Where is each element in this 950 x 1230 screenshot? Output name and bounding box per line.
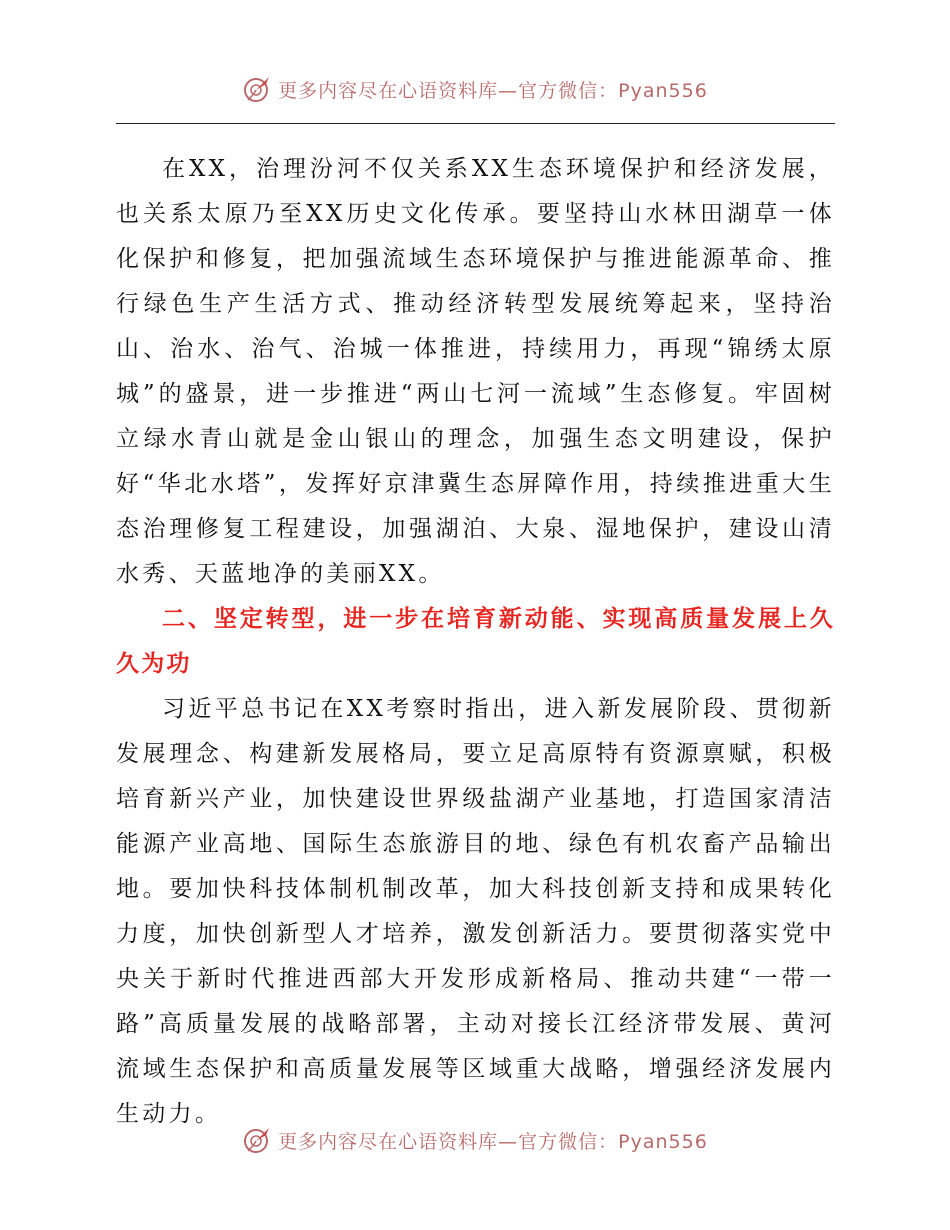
header-watermark: [0, 74, 950, 104]
footer-watermark: [0, 1125, 950, 1155]
watermark-text: 更多内容尽在心语资料库—官方微信：Pyan556: [278, 1130, 708, 1153]
section-heading: 二、坚定转型，进一步在培育新动能、实现高质量发展上久久为功: [116, 606, 835, 677]
watermark-text: 更多内容尽在心语资料库—官方微信：Pyan556: [278, 79, 708, 102]
document-body: [116, 147, 835, 1137]
body-paragraph: 习近平总书记在XX考察时指出，进入新发展阶段、贯彻新发展理念、构建新发展格局，要立足高原特有资源禀赋，积极培育新兴产业，加快建设世界级盐湖产业基地，打造国家清洁能源产业高地、国际生态旅游目的地、绿色有机农畜产品输出地。要加快科技体制机制改革，加大科技创新支持和成果转化力度，加快创新型人才培养，激发创新活力。要贯彻落实党中央关于新时代推进西部大开发形成新格局、推动共建“一带一路”高质量发展的战略部署，主动对接长江经济带发展、黄河流域生态保护和高质量发展等区域重大战略，增强经济发展内生动力。: [116, 696, 835, 1127]
header-divider: [116, 123, 835, 124]
quill-logo-icon: [242, 1125, 272, 1155]
quill-logo-icon: [242, 74, 272, 104]
body-paragraph: 在XX，治理汾河不仅关系XX生态环境保护和经济发展，也关系太原乃至XX历史文化传承。要坚持山水林田湖草一体化保护和修复，把加强流域生态环境保护与推进能源革命、推行绿色生产生活方式、推动经济转型发展统筹起来，坚持治山、治水、治气、治城一体推进，持续用力，再现“锦绣太原城”的盛景，进一步推进“两山七河一流域”生态修复。牢固树立绿水青山就是金山银山的理念，加强生态文明建设，保护好“华北水塔”，发挥好京津冀生态屏障作用，持续推进重大生态治理修复工程建设，加强湖泊、大泉、湿地保护，建设山清水秀、天蓝地净的美丽XX。: [116, 156, 835, 587]
